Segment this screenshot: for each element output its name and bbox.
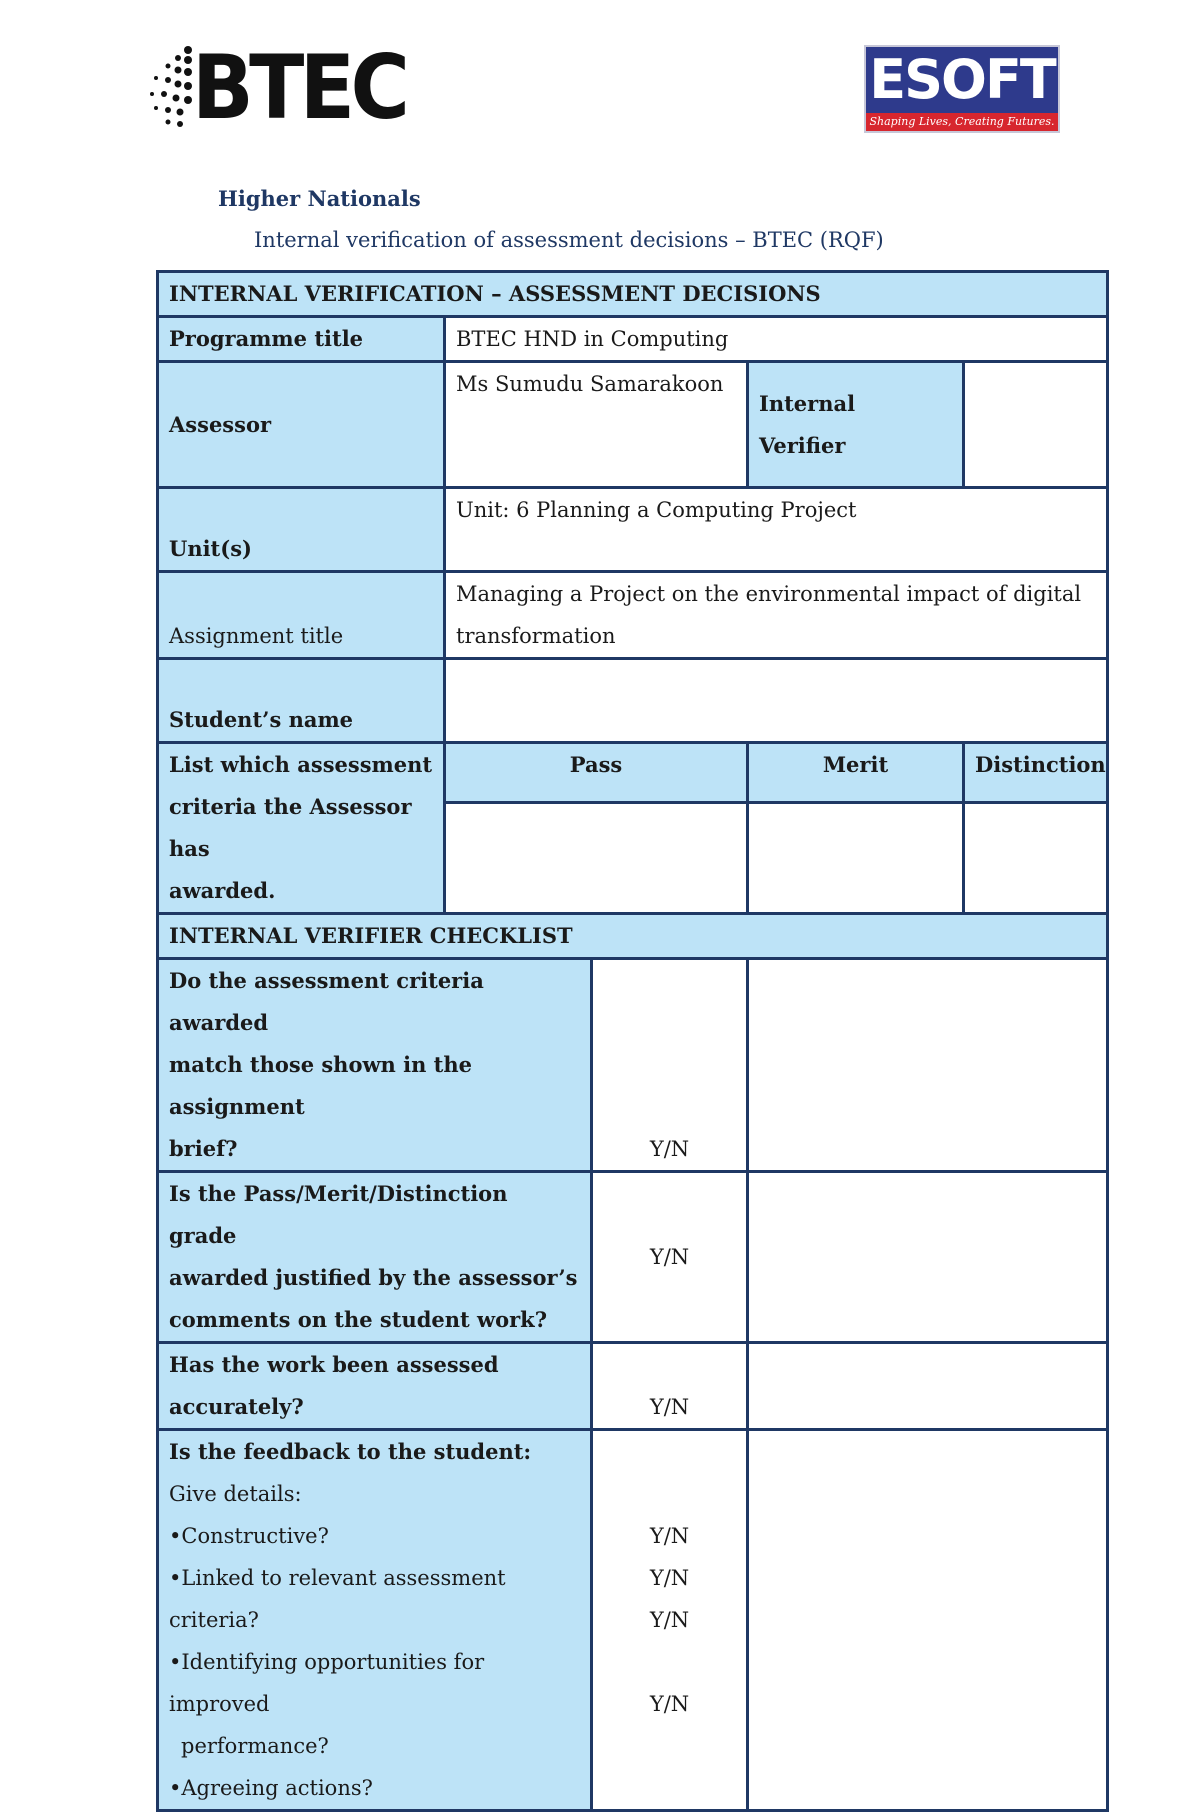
esoft-wordmark: ESOFT — [869, 48, 1055, 111]
q4-yn-opportunities[interactable]: Y/N — [649, 1608, 690, 1632]
q2-line3: comments on the student work? — [169, 1307, 548, 1332]
q4-item-agreeing: •Agreeing actions? — [169, 1776, 373, 1800]
page-subheading: Internal verification of assessment decisions – BTEC (RQF) — [254, 228, 884, 252]
q1-line1: Do the assessment criteria awarded — [169, 968, 484, 1035]
units-value: Unit: 6 Planning a Computing Project — [445, 488, 1108, 572]
grade-header-pass: Pass — [445, 743, 748, 803]
assignment-title-line2: transformation — [456, 624, 616, 648]
checklist-q3 — [158, 1343, 592, 1430]
q4-item-linked: •Linked to relevant assessment criteria? — [169, 1566, 506, 1632]
checklist-q2 — [158, 1172, 592, 1343]
q1-line3: brief? — [169, 1136, 238, 1161]
q3-line1: Has the work been assessed — [169, 1352, 499, 1377]
q1-line2: match those shown in the assignment — [169, 1052, 473, 1119]
criteria-label-line2: criteria the Assessor has — [169, 794, 412, 861]
q2-yn[interactable]: Y/N — [592, 1172, 748, 1343]
internal-verifier-label-line1: Internal — [759, 390, 856, 416]
assignment-title-value — [445, 572, 1108, 659]
q4-item-constructive: •Constructive? — [169, 1524, 329, 1548]
q4-item-opportunities: •Identifying opportunities for improved — [169, 1650, 485, 1716]
q4-yn-linked[interactable]: Y/N — [649, 1566, 690, 1590]
grade-header-merit: Merit — [748, 743, 964, 803]
esoft-logo — [864, 45, 1060, 133]
q4-comments[interactable] — [748, 1430, 1108, 1811]
q4-yn-group — [592, 1430, 748, 1811]
q3-line2: accurately? — [169, 1394, 304, 1419]
programme-title-value: BTEC HND in Computing — [445, 317, 1108, 362]
verification-table — [156, 270, 1109, 1812]
criteria-awarded-label — [158, 743, 445, 914]
q1-yn[interactable]: Y/N — [592, 959, 748, 1172]
units-label: Unit(s) — [158, 488, 445, 572]
q4-yn-constructive[interactable]: Y/N — [649, 1524, 690, 1548]
section-title-decisions: INTERNAL VERIFICATION – ASSESSMENT DECISIONS — [158, 272, 1108, 317]
student-name-value[interactable] — [445, 659, 1108, 743]
grade-cell-pass[interactable] — [445, 802, 748, 913]
page-heading: Higher Nationals — [218, 186, 421, 211]
btec-logo — [148, 36, 406, 139]
assessor-label: Assessor — [158, 362, 445, 488]
q4-item-opportunities-cont: performance? — [181, 1734, 329, 1758]
grade-cell-merit[interactable] — [748, 802, 964, 913]
checklist-q4 — [158, 1430, 592, 1811]
section-title-checklist: INTERNAL VERIFIER CHECKLIST — [158, 914, 1108, 959]
q2-comments[interactable] — [748, 1172, 1108, 1343]
q1-comments[interactable] — [748, 959, 1108, 1172]
assignment-title-label: Assignment title — [158, 572, 445, 659]
internal-verifier-label — [748, 362, 964, 488]
q2-line2: awarded justified by the assessor’s — [169, 1265, 578, 1290]
programme-title-label: Programme title — [158, 317, 445, 362]
internal-verifier-value[interactable] — [964, 362, 1108, 488]
q2-line1: Is the Pass/Merit/Distinction grade — [169, 1181, 508, 1248]
q4-yn-agreeing[interactable]: Y/N — [649, 1692, 690, 1716]
student-name-label: Student’s name — [158, 659, 445, 743]
q4-give-details: Give details: — [169, 1482, 302, 1506]
criteria-label-line3: awarded. — [169, 878, 276, 903]
esoft-tagline: Shaping Lives, Creating Futures. — [866, 113, 1058, 131]
criteria-label-line1: List which assessment — [169, 752, 433, 777]
grade-cell-distinction[interactable] — [964, 802, 1108, 913]
q4-title: Is the feedback to the student: — [169, 1439, 532, 1464]
btec-wordmark: BTEC — [192, 36, 406, 139]
assignment-title-line1: Managing a Project on the environmental impact of digital — [456, 582, 1082, 606]
assessor-value: Ms Sumudu Samarakoon — [445, 362, 748, 488]
btec-dots-icon — [148, 44, 196, 136]
internal-verifier-label-line2: Verifier — [759, 432, 846, 458]
q3-yn[interactable]: Y/N — [592, 1343, 748, 1430]
checklist-q1 — [158, 959, 592, 1172]
q3-comments[interactable] — [748, 1343, 1108, 1430]
grade-header-distinction: Distinction — [964, 743, 1108, 803]
